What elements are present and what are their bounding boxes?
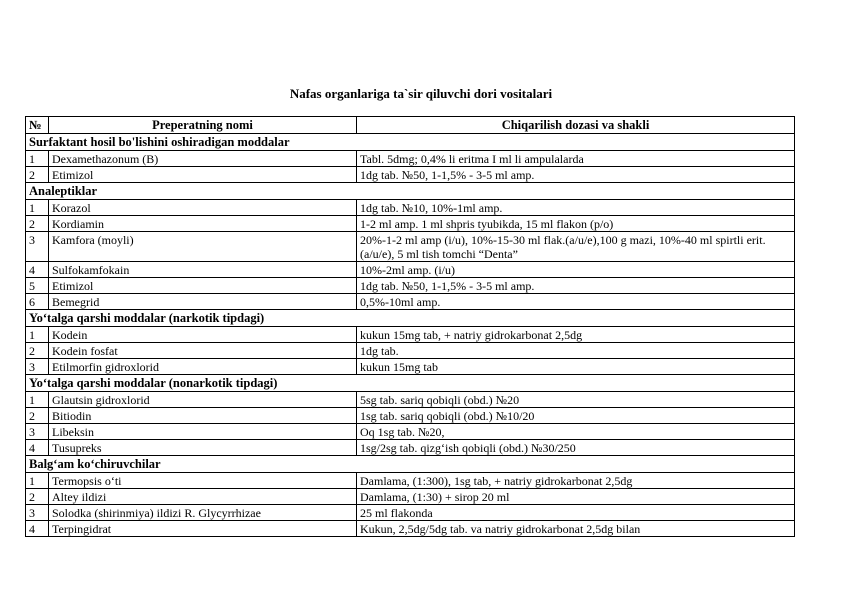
- drug-name: Kodein fosfat: [49, 343, 357, 359]
- section-row: [26, 183, 795, 200]
- dosage-form: Damlama, (1:30) + sirop 20 ml: [357, 489, 795, 505]
- dosage-form: 5sg tab. sariq qobiqli (obd.) №20: [357, 392, 795, 408]
- table-row: [26, 392, 795, 408]
- section-row: [26, 134, 795, 151]
- table-row: [26, 473, 795, 489]
- section-title: Analeptiklar: [26, 183, 795, 200]
- table-row: [26, 200, 795, 216]
- table-row: [26, 232, 795, 262]
- drug-name: Libeksin: [49, 424, 357, 440]
- drug-name: Altey ildizi: [49, 489, 357, 505]
- drug-name: Termopsis o‘ti: [49, 473, 357, 489]
- table-row: [26, 151, 795, 167]
- drug-name: Bitiodin: [49, 408, 357, 424]
- table-row: [26, 343, 795, 359]
- drug-name: Etimizol: [49, 167, 357, 183]
- section-title: Yo‘talga qarshi moddalar (nonarkotik tipdagi): [26, 375, 795, 392]
- drug-name: Kamfora (moyli): [49, 232, 357, 262]
- drug-name: Etimizol: [49, 278, 357, 294]
- table-row: [26, 408, 795, 424]
- drug-name: Glautsin gidroxlorid: [49, 392, 357, 408]
- drug-name: Etilmorfin gidroxlorid: [49, 359, 357, 375]
- drug-name: Kordiamin: [49, 216, 357, 232]
- dosage-form: Damlama, (1:300), 1sg tab, + natriy gidrokarbonat 2,5dg: [357, 473, 795, 489]
- dosage-form: 1dg tab.: [357, 343, 795, 359]
- drug-name: Dexamethazonum (B): [49, 151, 357, 167]
- dosage-form: 25 ml flakonda: [357, 505, 795, 521]
- drug-table: [25, 116, 795, 537]
- row-number: 2: [26, 167, 49, 183]
- dosage-form: 1dg tab. №50, 1-1,5% - 3-5 ml amp.: [357, 278, 795, 294]
- row-number: 5: [26, 278, 49, 294]
- section-row: [26, 456, 795, 473]
- row-number: 6: [26, 294, 49, 310]
- table-row: [26, 294, 795, 310]
- dosage-form: kukun 15mg tab: [357, 359, 795, 375]
- table-row: [26, 489, 795, 505]
- table-row: [26, 167, 795, 183]
- dosage-form: 1sg/2sg tab. qizg‘ish qobiqli (obd.) №30/250: [357, 440, 795, 456]
- row-number: 3: [26, 359, 49, 375]
- header-number: №: [26, 117, 49, 134]
- table-header-row: [26, 117, 795, 134]
- dosage-form: 1dg tab. №10, 10%-1ml amp.: [357, 200, 795, 216]
- row-number: 2: [26, 489, 49, 505]
- table-row: [26, 359, 795, 375]
- drug-name: Bemegrid: [49, 294, 357, 310]
- dosage-form: 1-2 ml amp. 1 ml shpris tyubikda, 15 ml flakon (p/o): [357, 216, 795, 232]
- drug-name: Korazol: [49, 200, 357, 216]
- table-row: [26, 521, 795, 537]
- drug-name: Terpingidrat: [49, 521, 357, 537]
- row-number: 1: [26, 327, 49, 343]
- table-row: [26, 216, 795, 232]
- row-number: 1: [26, 151, 49, 167]
- table-row: [26, 424, 795, 440]
- drug-name: Tusupreks: [49, 440, 357, 456]
- header-drug-name: Preperatning nomi: [49, 117, 357, 134]
- table-row: [26, 505, 795, 521]
- dosage-form: 1sg tab. sariq qobiqli (obd.) №10/20: [357, 408, 795, 424]
- dosage-form: 10%-2ml amp. (i/u): [357, 262, 795, 278]
- table-row: [26, 278, 795, 294]
- drug-name: Solodka (shirinmiya) ildizi R. Glycyrrhizae: [49, 505, 357, 521]
- row-number: 4: [26, 262, 49, 278]
- dosage-form: Oq 1sg tab. №20,: [357, 424, 795, 440]
- dosage-form: 20%-1-2 ml amp (i/u), 10%-15-30 ml flak.(a/u/e),100 g mazi, 10%-40 ml spirtli erit. (a/u/e), 5 ml tish tomchi “Denta”: [357, 232, 795, 262]
- table-row: [26, 262, 795, 278]
- row-number: 4: [26, 521, 49, 537]
- row-number: 3: [26, 232, 49, 262]
- drug-name: Kodein: [49, 327, 357, 343]
- table-row: [26, 440, 795, 456]
- row-number: 2: [26, 216, 49, 232]
- row-number: 4: [26, 440, 49, 456]
- row-number: 2: [26, 343, 49, 359]
- dosage-form: 1dg tab. №50, 1-1,5% - 3-5 ml amp.: [357, 167, 795, 183]
- row-number: 1: [26, 473, 49, 489]
- table-row: [26, 327, 795, 343]
- row-number: 2: [26, 408, 49, 424]
- section-title: Surfaktant hosil bo'lishini oshiradigan moddalar: [26, 134, 795, 151]
- page-title: Nafas organlariga ta`sir qiluvchi dori vositalari: [289, 86, 553, 101]
- row-number: 3: [26, 505, 49, 521]
- table-body: [26, 134, 795, 537]
- section-title: Yo‘talga qarshi moddalar (narkotik tipdagi): [26, 310, 795, 327]
- dosage-form: Kukun, 2,5dg/5dg tab. va natriy gidrokarbonat 2,5dg bilan: [357, 521, 795, 537]
- section-title: Balg‘am ko‘chiruvchilar: [26, 456, 795, 473]
- header-dosage-form: Chiqarilish dozasi va shakli: [357, 117, 795, 134]
- row-number: 1: [26, 200, 49, 216]
- section-row: [26, 375, 795, 392]
- dosage-form: 0,5%-10ml amp.: [357, 294, 795, 310]
- row-number: 3: [26, 424, 49, 440]
- dosage-form: Tabl. 5dmg; 0,4% li eritma I ml li ampulalarda: [357, 151, 795, 167]
- row-number: 1: [26, 392, 49, 408]
- dosage-form: kukun 15mg tab, + natriy gidrokarbonat 2,5dg: [357, 327, 795, 343]
- drug-name: Sulfokamfokain: [49, 262, 357, 278]
- section-row: [26, 310, 795, 327]
